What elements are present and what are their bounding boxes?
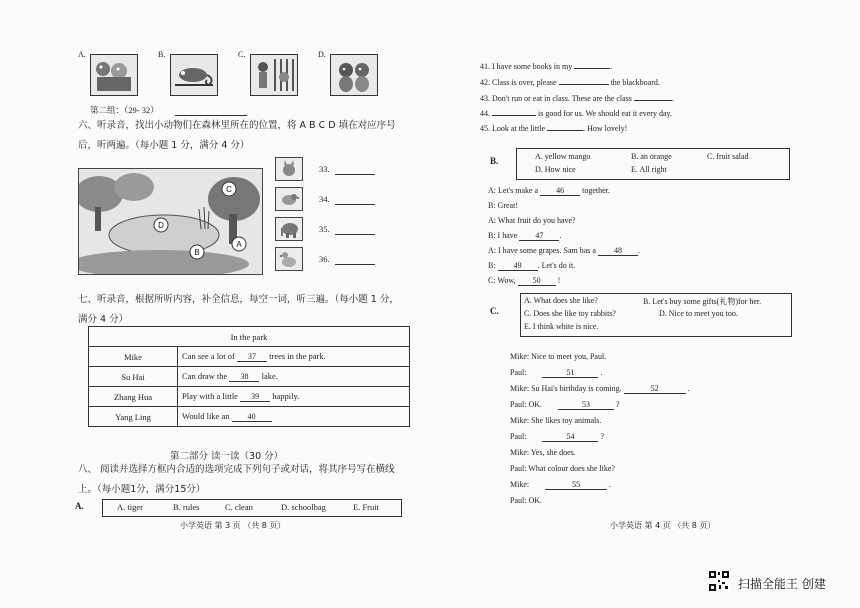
monkey-picture bbox=[330, 54, 378, 96]
table-row bbox=[89, 387, 410, 407]
question-text: . bbox=[610, 62, 613, 71]
dialog-text: together. bbox=[582, 186, 610, 195]
question-44 bbox=[480, 109, 672, 118]
table-row bbox=[89, 347, 410, 367]
answer-blank[interactable]: 53 bbox=[558, 400, 614, 410]
sentence-pre: Can see a lot of bbox=[182, 351, 235, 361]
option-item: D. Nice to meet you too. bbox=[659, 309, 738, 318]
question-41 bbox=[480, 62, 612, 71]
row-sentence bbox=[178, 387, 410, 407]
dialog-text: A: Let's make a bbox=[488, 186, 539, 195]
dialog-line bbox=[488, 216, 576, 225]
answer-blank[interactable]: 55 bbox=[545, 480, 607, 490]
question-43 bbox=[480, 94, 674, 103]
answer-blank[interactable] bbox=[335, 204, 375, 205]
dialog-line bbox=[510, 464, 615, 473]
question-text: the blackboard. bbox=[610, 78, 660, 87]
answer-blank[interactable]: 39 bbox=[240, 392, 270, 402]
question-45 bbox=[480, 124, 627, 133]
question-42 bbox=[480, 78, 660, 87]
answer-blank[interactable] bbox=[335, 234, 375, 235]
option-item: E. Fruit bbox=[353, 502, 379, 512]
sentence-pre: Would like an bbox=[182, 411, 230, 421]
pic-option-c bbox=[238, 50, 308, 100]
dialog-text: B: bbox=[488, 261, 496, 270]
dialog-line bbox=[510, 496, 542, 505]
pic-option-label: A. bbox=[78, 50, 86, 59]
answer-blank[interactable]: 54 bbox=[542, 432, 598, 442]
chameleon-picture bbox=[170, 54, 218, 96]
answer-blank[interactable] bbox=[335, 174, 375, 175]
scene-label-d: D bbox=[158, 221, 164, 230]
dialog-text: B: I have bbox=[488, 231, 518, 240]
pic-option-label: D. bbox=[318, 50, 326, 59]
dialog-text: B: Great! bbox=[488, 201, 518, 210]
scanner-stamp bbox=[708, 570, 848, 596]
question-number: 33. bbox=[319, 164, 330, 174]
question-text: . How lovely! bbox=[583, 124, 628, 133]
row-name: Su Hai bbox=[89, 367, 178, 387]
dialog-text: Mike: She likes toy animals. bbox=[510, 416, 602, 425]
answer-blank[interactable] bbox=[547, 130, 583, 131]
option-box-a bbox=[75, 499, 405, 517]
answer-blank[interactable]: 46 bbox=[540, 186, 580, 196]
scene-label-a: A bbox=[236, 240, 242, 249]
option-item: B. rules bbox=[173, 502, 200, 512]
dialog-text: A: What fruit do you have? bbox=[488, 216, 576, 225]
dialog-text: Paul: bbox=[510, 368, 527, 377]
animal-row bbox=[275, 247, 415, 273]
table-title: In the park bbox=[89, 327, 410, 347]
question-text: 44. bbox=[480, 109, 490, 118]
part2-title: 第二部分 读一读（30 分） bbox=[170, 451, 284, 462]
group2-label: 第二组：（29- 32） bbox=[90, 105, 159, 115]
table-row bbox=[89, 407, 410, 427]
table-row bbox=[89, 367, 410, 387]
option-box-frame bbox=[102, 499, 402, 517]
question-text: 45. Look at the little bbox=[480, 124, 546, 133]
pic-option-b bbox=[158, 50, 228, 100]
stamp-text: 扫描全能王 创建 bbox=[738, 577, 826, 591]
page-footer: 小学英语 第 4 页 （共 8 页） bbox=[610, 521, 716, 530]
dialog-line bbox=[510, 480, 611, 490]
row-sentence bbox=[178, 347, 410, 367]
option-item: D. schoolbag bbox=[281, 502, 326, 512]
row-name: Yang Ling bbox=[89, 407, 178, 427]
dialog-text: Paul: bbox=[510, 432, 527, 441]
dialog-line bbox=[488, 186, 610, 196]
option-box-frame bbox=[520, 293, 792, 337]
option-item: B. an orange bbox=[631, 152, 672, 161]
sentence-pre: Play with a little bbox=[182, 391, 238, 401]
qr-code-icon bbox=[708, 570, 730, 592]
pic-option-d bbox=[318, 50, 388, 100]
dialog-text: . bbox=[687, 384, 690, 393]
option-item: D. How nice bbox=[535, 165, 576, 174]
answer-blank[interactable]: 37 bbox=[237, 352, 267, 362]
option-item: C. Does she like toy rabbits? bbox=[524, 309, 616, 318]
answer-blank[interactable]: 40 bbox=[232, 412, 272, 422]
answer-blank[interactable] bbox=[559, 84, 609, 85]
question-text: . bbox=[671, 94, 674, 103]
option-box-label: C. bbox=[490, 306, 499, 316]
answer-blank[interactable]: 48 bbox=[598, 246, 638, 256]
dialog-line bbox=[488, 261, 575, 271]
dialog-text: . bbox=[609, 480, 612, 489]
answer-blank[interactable] bbox=[574, 68, 610, 69]
left-page bbox=[70, 40, 415, 540]
answer-blank[interactable]: 38 bbox=[229, 372, 259, 382]
answer-blank[interactable]: 47 bbox=[519, 231, 559, 241]
dialog-line bbox=[510, 448, 576, 457]
section7-title: 七、听录音，根据所听内容，补全信息，每空一词，听三遍。（每小题 1 分，满分 4 分） bbox=[78, 294, 399, 325]
dialog-text: ? bbox=[600, 432, 605, 441]
option-box-label: A. bbox=[75, 501, 84, 511]
dialog-line bbox=[488, 246, 640, 256]
answer-blank[interactable]: 49 bbox=[498, 261, 538, 271]
dialog-text: Paul: OK. bbox=[510, 496, 542, 505]
animal-row bbox=[275, 157, 415, 183]
page-footer: 小学英语 第 3 页 （共 8 页） bbox=[180, 521, 286, 530]
question-number: 34. bbox=[319, 194, 330, 204]
scene-label-c: C bbox=[226, 185, 232, 194]
animal-group-picture bbox=[90, 54, 138, 96]
question-text: 43. Don't run or eat in class. These are the class bbox=[480, 94, 632, 103]
option-box-frame bbox=[516, 148, 790, 180]
dialog-text: Mike: bbox=[510, 480, 530, 489]
sentence-pre: Can draw the bbox=[182, 371, 228, 381]
sentence-post: trees in the park. bbox=[269, 351, 326, 361]
row-sentence bbox=[178, 407, 410, 427]
dialog-text: Paul: What colour does she like? bbox=[510, 464, 615, 473]
option-item: C. fruit salad bbox=[707, 152, 749, 161]
bird-picture bbox=[275, 187, 303, 211]
animal-row bbox=[275, 217, 415, 243]
dialog-line bbox=[510, 384, 690, 394]
question-text: 42. Class is over, please bbox=[480, 78, 557, 87]
dialog-line bbox=[510, 432, 604, 442]
dialog-text: A: I have some grapes. Sam has a bbox=[488, 246, 596, 255]
dialog-text: Mike: Yes, she does. bbox=[510, 448, 576, 457]
option-box-b bbox=[490, 148, 790, 182]
dialog-line bbox=[488, 201, 518, 210]
elephant-picture bbox=[275, 217, 303, 241]
park-table bbox=[88, 326, 410, 427]
dialog-text: . bbox=[559, 231, 562, 240]
dialog-line bbox=[488, 276, 560, 286]
answer-blank[interactable]: 52 bbox=[624, 384, 686, 394]
dialog-text: . bbox=[600, 368, 603, 377]
dialog-text: Mike: Su Hai's birthday is coming. bbox=[510, 384, 622, 393]
dialog-line bbox=[510, 416, 601, 425]
answer-blank[interactable] bbox=[492, 115, 536, 116]
dialog-line bbox=[488, 231, 561, 241]
question-text: 41. I have some books in my bbox=[480, 62, 573, 71]
answer-blank[interactable] bbox=[335, 264, 375, 265]
sentence-post: happily. bbox=[272, 391, 300, 401]
dialog-line bbox=[510, 400, 620, 410]
dialog-line bbox=[510, 368, 602, 378]
answer-blank[interactable] bbox=[634, 100, 672, 101]
question-number: 35. bbox=[319, 224, 330, 234]
animal-row bbox=[275, 187, 415, 213]
picture-options bbox=[78, 50, 398, 100]
option-item: E. I think white is nice. bbox=[524, 322, 599, 331]
option-item: A. tiger bbox=[117, 502, 143, 512]
right-page bbox=[480, 40, 800, 540]
section6-title: 六、听录音，找出小动物们在森林里所在的位置，将 A B C D 填在对应序号后，听两遍。（每小题 1 分，满分 4 分） bbox=[78, 120, 396, 151]
dialog-text: . bbox=[637, 246, 640, 255]
question-text: is good for us. We should eat it every day. bbox=[538, 109, 672, 118]
cat-picture bbox=[275, 157, 303, 181]
option-item: A. What does she like? bbox=[524, 296, 598, 305]
pic-option-a bbox=[78, 50, 148, 100]
forest-scene-picture bbox=[78, 168, 263, 275]
duck-picture bbox=[275, 247, 303, 271]
option-item: B. Let's buy some gifts(礼物)for her. bbox=[643, 297, 762, 306]
section8-title: 八、 阅读并选择方框内合适的选项完成下列句子或对话，将其序号写在横线上。（每小题1分，满分15分） bbox=[78, 464, 395, 495]
dialog-text: ? bbox=[616, 400, 620, 409]
option-item: C. clean bbox=[225, 502, 253, 512]
row-name: Mike bbox=[89, 347, 178, 367]
dialog-text: Paul: OK. bbox=[510, 400, 542, 409]
dialog-text: C: Wow, bbox=[488, 276, 516, 285]
pic-option-label: C. bbox=[238, 50, 246, 59]
question-number: 36. bbox=[319, 254, 330, 264]
zoo-cage-picture bbox=[250, 54, 298, 96]
row-sentence bbox=[178, 367, 410, 387]
row-name: Zhang Hua bbox=[89, 387, 178, 407]
scene-label-b: B bbox=[194, 248, 200, 257]
answer-blank[interactable]: 51 bbox=[542, 368, 598, 378]
dialog-text: Mike: Nice to meet you, Paul. bbox=[510, 352, 607, 361]
option-item: E. All right bbox=[631, 165, 667, 174]
option-item: A. yellow mango bbox=[535, 152, 591, 161]
sentence-post: lake. bbox=[261, 371, 278, 381]
answer-blank[interactable]: 50 bbox=[518, 276, 556, 286]
group2-line bbox=[90, 104, 247, 116]
dialog-text: ! bbox=[557, 276, 561, 285]
dialog-text: . Let's do it. bbox=[537, 261, 576, 270]
option-box-c bbox=[490, 293, 790, 337]
dialog-line bbox=[510, 352, 606, 361]
pic-option-label: B. bbox=[158, 50, 166, 59]
option-box-label: B. bbox=[490, 156, 499, 166]
